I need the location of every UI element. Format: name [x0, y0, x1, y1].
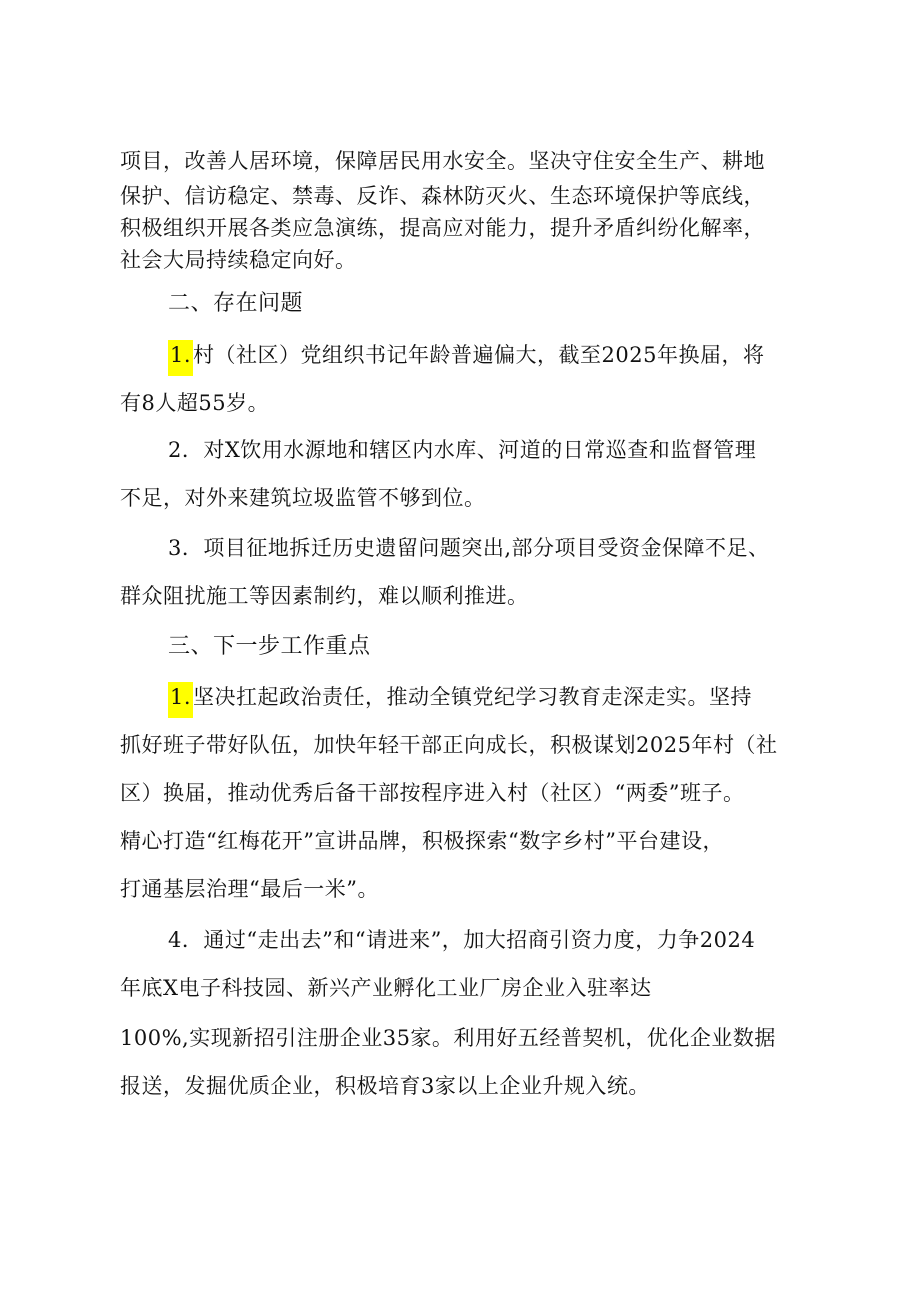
problem-item-1-line-1 [168, 340, 858, 376]
next-item-1-line-2: 抓好班子带好队伍，加快年轻干部正向成长，积极谋划2025年村（社 [120, 733, 778, 757]
highlighted-number: 1. [168, 682, 193, 718]
next-item-1-line-4: 精心打造“红梅花开”宣讲品牌，积极探索“数字乡村”平台建设， [120, 829, 724, 853]
next-item-4-line-2: 年底X电子科技园、新兴产业孵化工业厂房企业入驻率达 [120, 976, 652, 1000]
problem-item-1-line-2: 有8人超55岁。 [120, 391, 270, 415]
paragraph-line: 项目，改善人居环境，保障居民用水安全。坚决守住安全生产、耕地 [120, 149, 765, 173]
next-item-1-line-3: 区）换届，推动优秀后备干部按程序进入村（社区）“两委”班子。 [120, 781, 745, 805]
next-item-1-line-5: 打通基层治理“最后一米”。 [120, 877, 379, 901]
section-heading-next-steps: 三、下一步工作重点 [168, 634, 371, 659]
next-item-4-line-1: 4．通过“走出去”和“请进来”，加大招商引资力度，力争2024 [168, 928, 756, 952]
problem-item-1-text: 村（社区）党组织书记年龄普遍偏大，截至2025年换届，将 [193, 343, 765, 367]
next-item-4-line-3: 100%,实现新招引注册企业35家。利用好五经普契机，优化企业数据 [120, 1026, 776, 1050]
problem-item-3-line-2: 群众阻扰施工等因素制约，难以顺利推进。 [120, 584, 529, 608]
problem-item-2-line-1: 2．对X饮用水源地和辖区内水库、河道的日常巡查和监督管理 [168, 438, 757, 462]
problem-item-3-line-1: 3．项目征地拆迁历史遗留问题突出,部分项目受资金保障不足、 [168, 536, 770, 560]
problem-item-2-line-2: 不足，对外来建筑垃圾监管不够到位。 [120, 486, 486, 510]
next-item-1-text: 坚决扛起政治责任，推动全镇党纪学习教育走深走实。坚持 [193, 685, 753, 709]
section-heading-problems: 二、存在问题 [168, 291, 304, 316]
paragraph-line: 积极组织开展各类应急演练，提高应对能力，提升矛盾纠纷化解率， [120, 216, 765, 240]
highlighted-number: 1. [168, 340, 193, 376]
paragraph-line: 保护、信访稳定、禁毒、反诈、森林防灭火、生态环境保护等底线， [120, 184, 765, 208]
next-item-1-line-1 [168, 682, 858, 718]
paragraph-line: 社会大局持续稳定向好。 [120, 248, 357, 272]
next-item-4-line-4: 报送，发掘优质企业，积极培育3家以上企业升规入统。 [120, 1074, 650, 1098]
